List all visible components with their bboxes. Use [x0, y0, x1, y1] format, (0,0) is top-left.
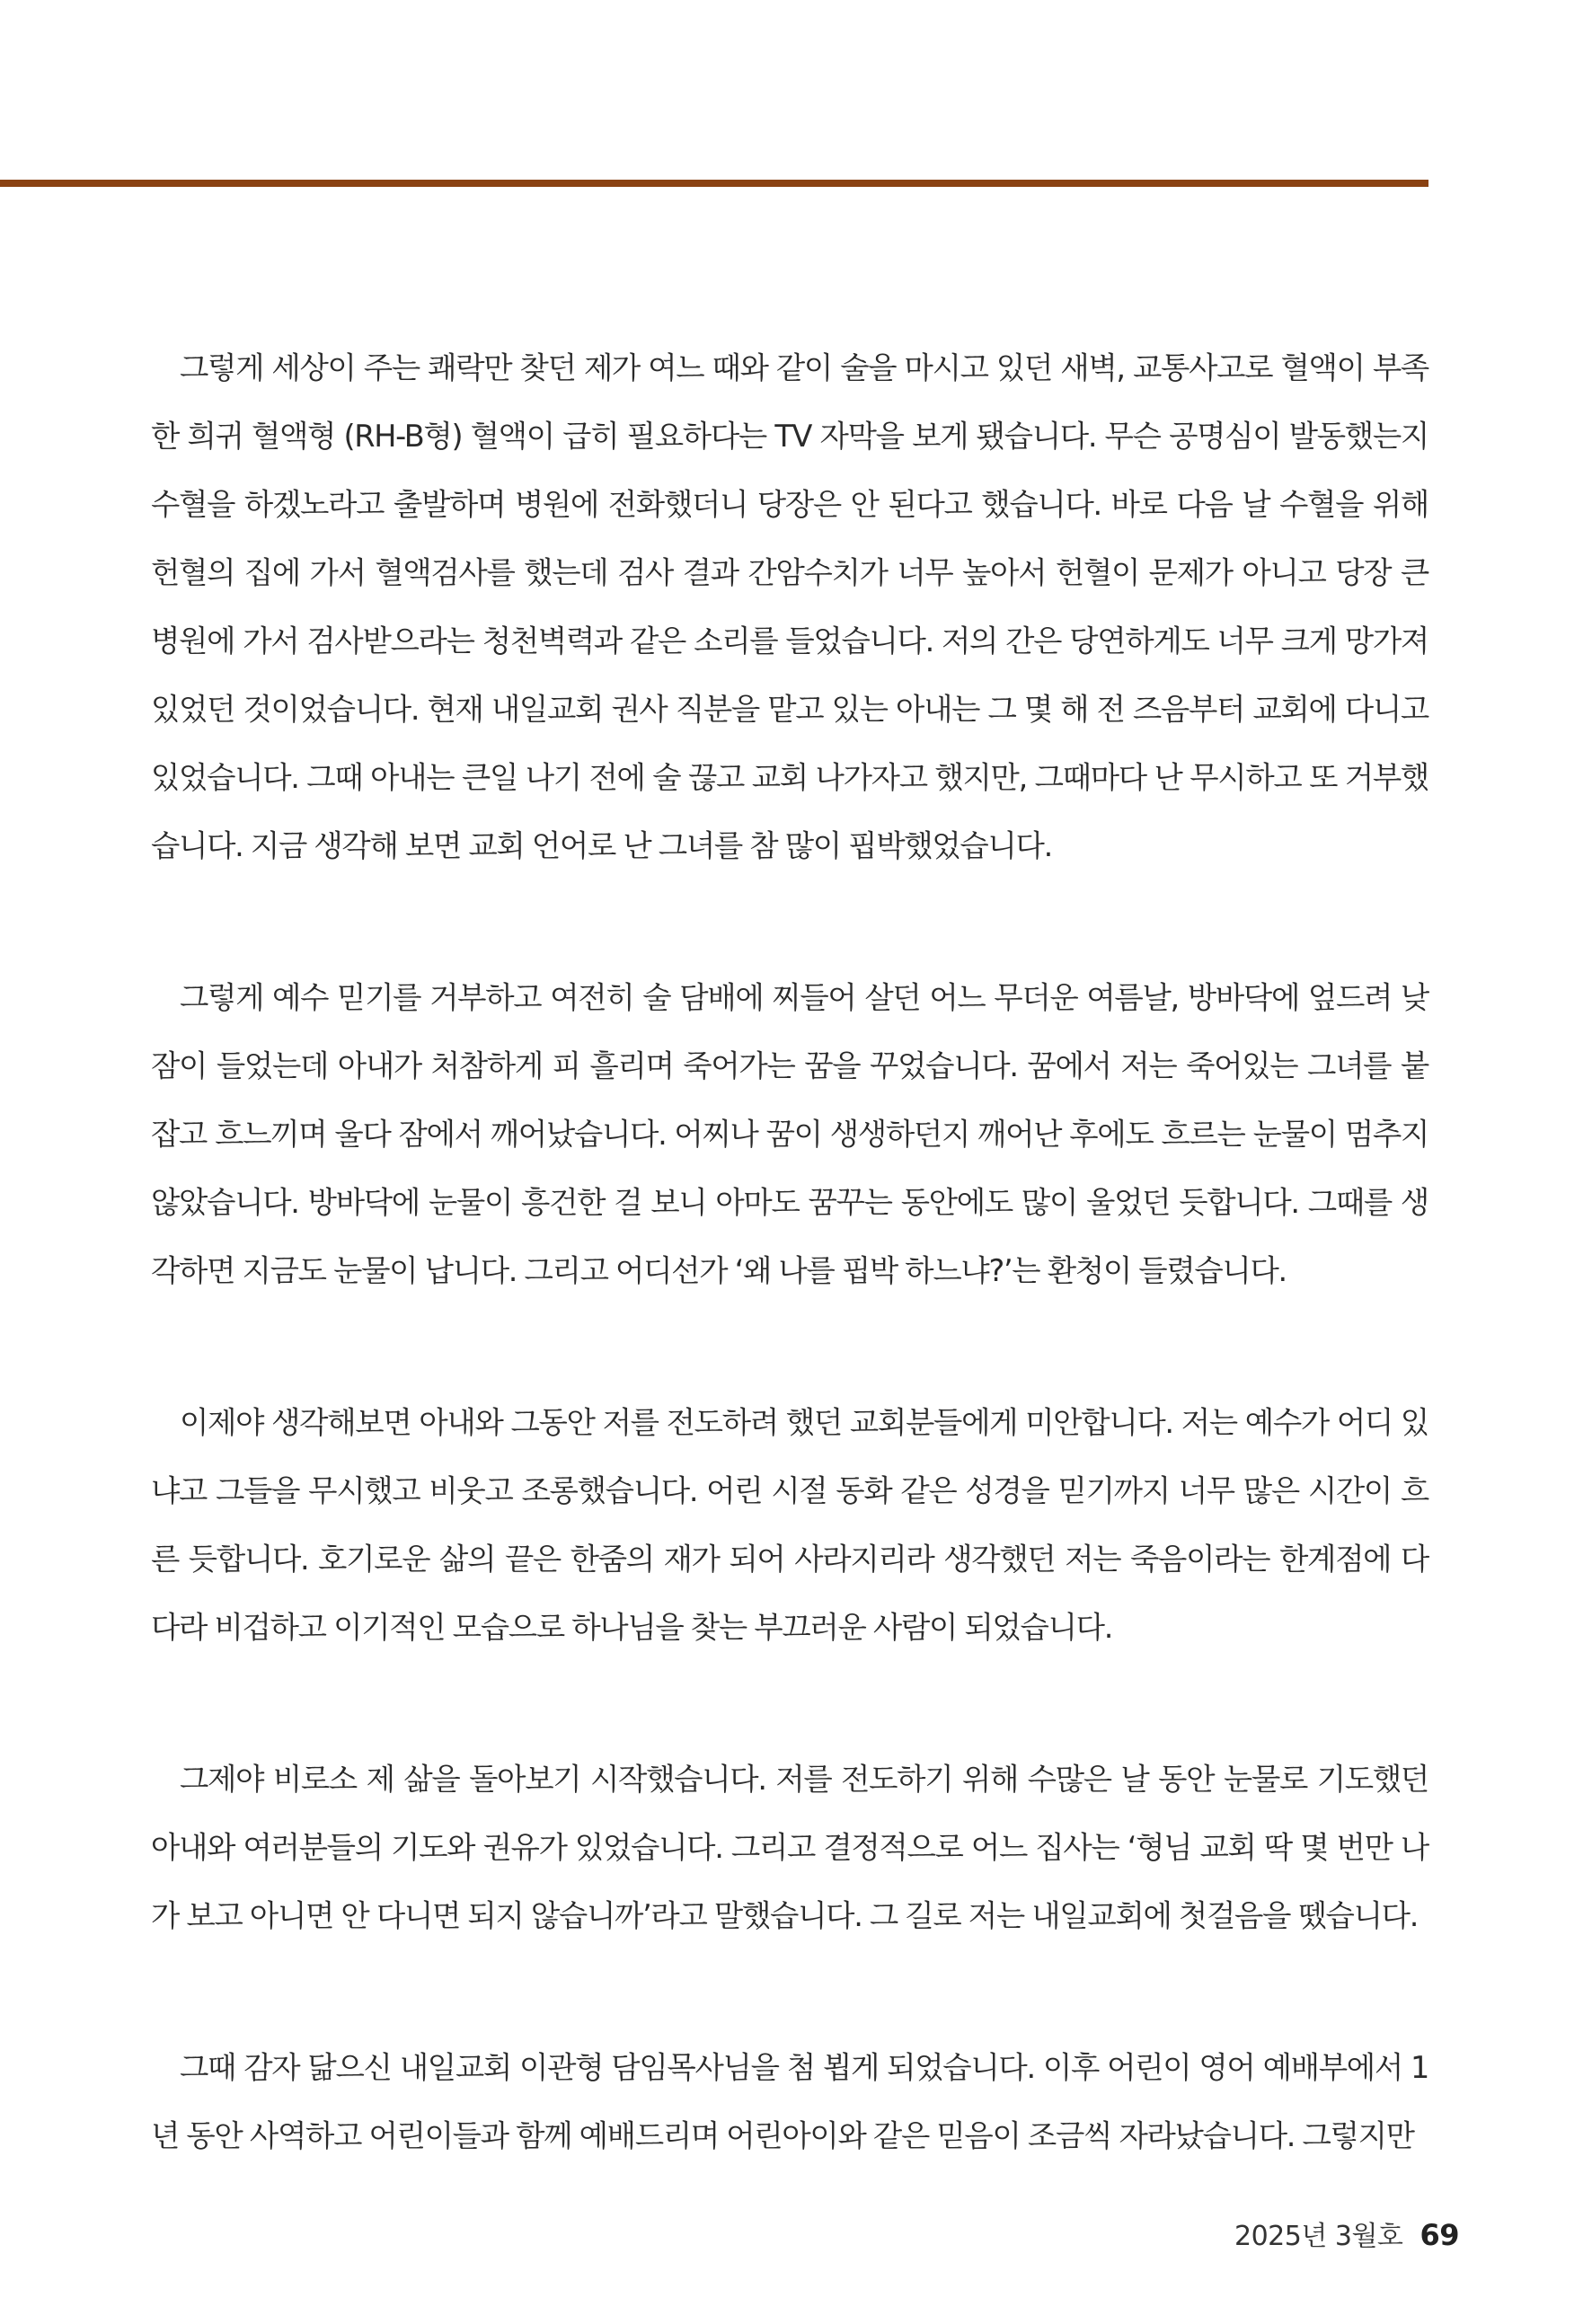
article-body	[151, 334, 1428, 2170]
paragraph: 그렇게 세상이 주는 쾌락만 찾던 제가 여느 때와 같이 술을 마시고 있던 새벽, 교통사고로 혈액이 부족한 희귀 혈액형 (RH-B형) 혈액이 급히 필요하다는 TV 자막을 보게 됐습니다. 무슨 공명심이 발동했는지 수혈을 하겠노라고 출발하며 병원에 전화했더니 당장은 안 된다고 했습니다. 바로 다음 날 수혈을 위해 헌혈의 집에 가서 혈액검사를 했는데 검사 결과 간암수치가 너무 높아서 헌혈이 문제가 아니고 당장 큰 병원에 가서 검사받으라는 청천벽력과 같은 소리를 들었습니다. 저의 간은 당연하게도 너무 크게 망가져 있었던 것이었습니다. 현재 내일교회 권사 직분을 맡고 있는 아내는 그 몇 해 전 즈음부터 교회에 다니고 있었습니다. 그때 아내는 큰일 나기 전에 술 끊고 교회 나가자고 했지만, 그때마다 난 무시하고 또 거부했습니다. 지금 생각해 보면 교회 언어로 난 그녀를 참 많이 핍박했었습니다.	[151, 350, 1428, 863]
paragraph: 그제야 비로소 제 삶을 돌아보기 시작했습니다. 저를 전도하기 위해 수많은 날 동안 눈물로 기도했던 아내와 여러분들의 기도와 권유가 있었습니다. 그리고 결정적으로 어느 집사는 ‘형님 교회 딱 몇 번만 나가 보고 아니면 안 다니면 되지 않습니까’라고 말했습니다. 그 길로 저는 내일교회에 첫걸음을 뗐습니다.	[151, 1762, 1428, 1933]
paragraph: 그때 감자 닮으신 내일교회 이관형 담임목사님을 첨 뵙게 되었습니다. 이후 어린이 영어 예배부에서 1년 동안 사역하고 어린이들과 함께 예배드리며 어린아이와 같은 믿음이 조금씩 자라났습니다. 그렇지만	[151, 2050, 1428, 2153]
page-number: 69	[1420, 2218, 1459, 2252]
page-footer	[1234, 2217, 1459, 2255]
header-rule	[0, 180, 1428, 187]
issue-label: 2025년 3월호	[1234, 2221, 1403, 2252]
paragraph: 그렇게 예수 믿기를 거부하고 여전히 술 담배에 찌들어 살던 어느 무더운 여름날, 방바닥에 엎드려 낮잠이 들었는데 아내가 처참하게 피 흘리며 죽어가는 꿈을 꾸었습니다. 꿈에서 저는 죽어있는 그녀를 붙잡고 흐느끼며 울다 잠에서 깨어났습니다. 어찌나 꿈이 생생하던지 깨어난 후에도 흐르는 눈물이 멈추지 않았습니다. 방바닥에 눈물이 흥건한 걸 보니 아마도 꿈꾸는 동안에도 많이 울었던 듯합니다. 그때를 생각하면 지금도 눈물이 납니다. 그리고 어디선가 ‘왜 나를 핍박 하느냐?’는 환청이 들렸습니다.	[151, 980, 1429, 1288]
paragraph: 이제야 생각해보면 아내와 그동안 저를 전도하려 했던 교회분들에게 미안합니다. 저는 예수가 어디 있냐고 그들을 무시했고 비웃고 조롱했습니다. 어린 시절 동화 같은 성경을 믿기까지 너무 많은 시간이 흐른 듯합니다. 호기로운 삶의 끝은 한줌의 재가 되어 사라지리라 생각했던 저는 죽음이라는 한계점에 다다라 비겁하고 이기적인 모습으로 하나님을 찾는 부끄러운 사람이 되었습니다.	[151, 1405, 1428, 1645]
